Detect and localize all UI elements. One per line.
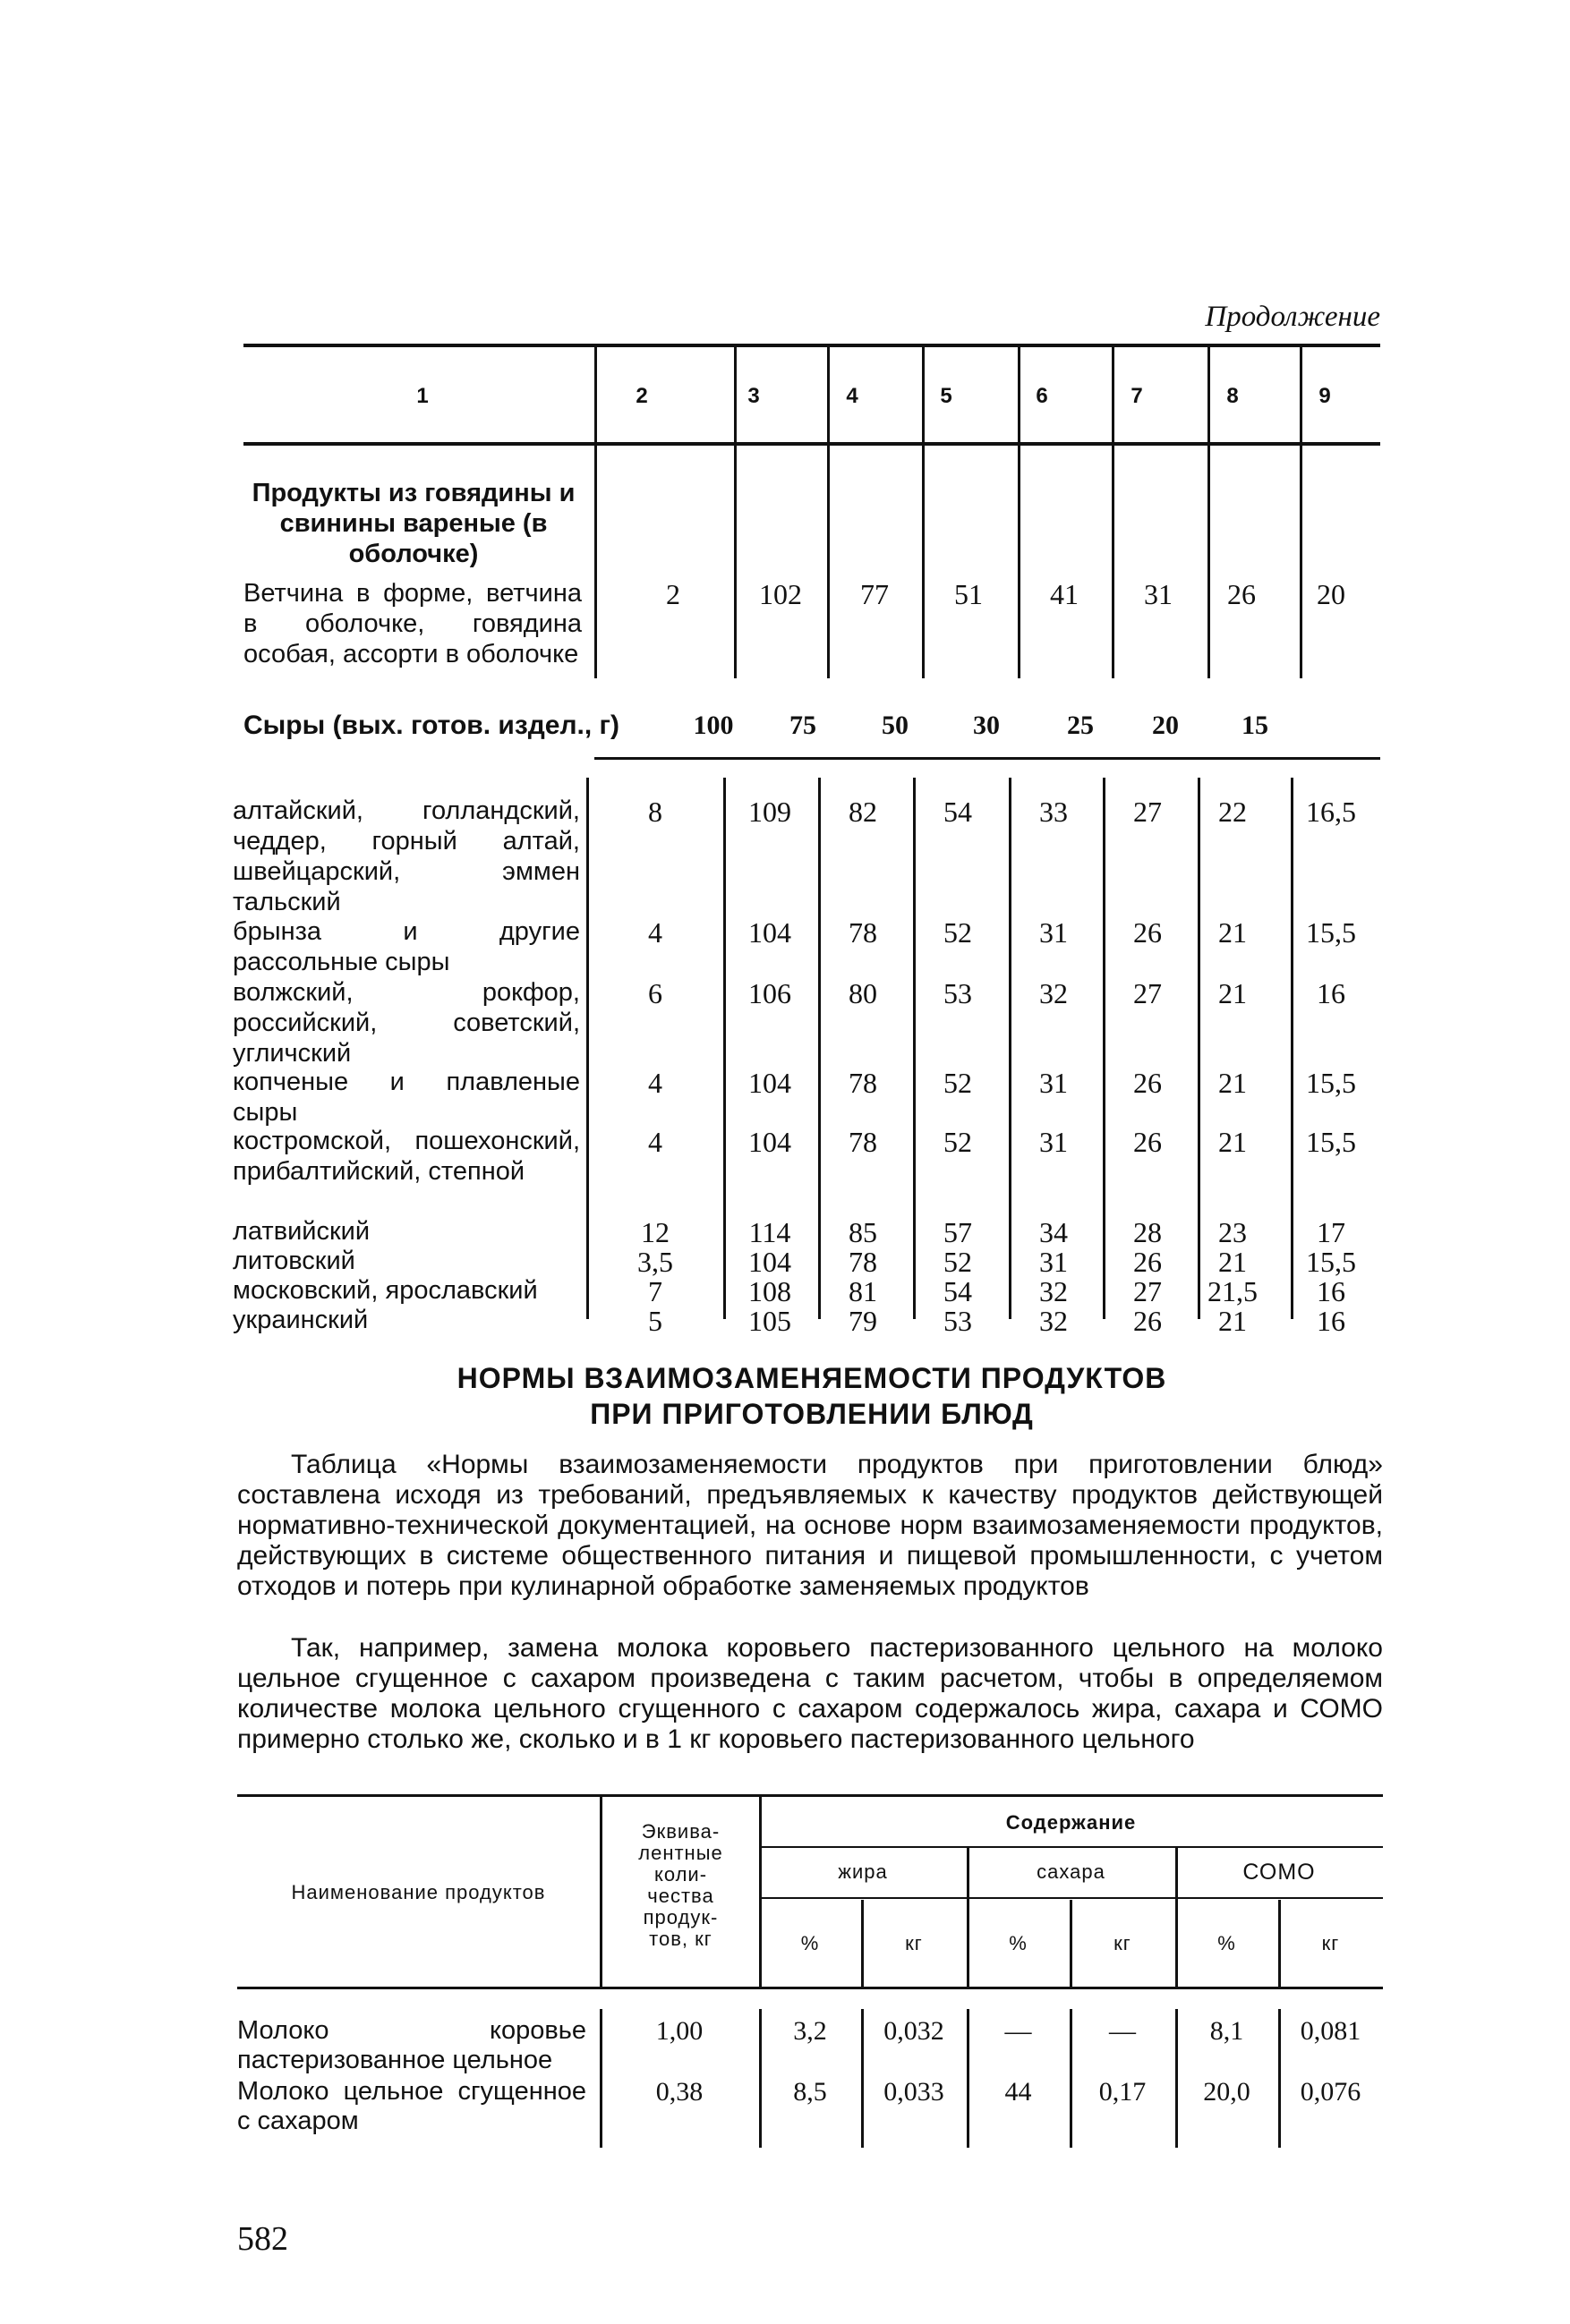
table-rule bbox=[759, 1897, 1383, 1899]
cheese-value: 3,5 bbox=[637, 1246, 673, 1278]
cheese-value: 57 bbox=[943, 1216, 972, 1248]
col-header-equivalent-line: лентные bbox=[638, 1842, 723, 1864]
table-column-divider bbox=[1018, 344, 1020, 442]
cheese-value: 22 bbox=[1218, 796, 1247, 828]
table-column-divider bbox=[1207, 344, 1210, 442]
col-header-sugar: сахара bbox=[1037, 1860, 1105, 1883]
unit-percent: % bbox=[800, 1932, 820, 1954]
table-rule bbox=[759, 1846, 1383, 1848]
equivalent-value: 1,00 bbox=[655, 2016, 704, 2046]
col-header-1: 1 bbox=[416, 384, 429, 408]
fat-kg: 0,032 bbox=[883, 2016, 944, 2046]
col-header-9: 9 bbox=[1318, 384, 1331, 408]
section-heading-line2: ПРИ ПРИГОТОВЛЕНИИ БЛЮД bbox=[590, 1398, 1034, 1430]
meat-row-value: 51 bbox=[954, 578, 983, 610]
cheese-value: 4 bbox=[648, 916, 662, 949]
table-column-divider bbox=[586, 778, 589, 1319]
cheese-row-name: литовский bbox=[233, 1247, 355, 1275]
col-header-equivalent bbox=[602, 1821, 759, 1950]
cheese-value: 85 bbox=[849, 1216, 877, 1248]
col-header-4: 4 bbox=[846, 384, 858, 408]
cheese-value: 114 bbox=[748, 1216, 791, 1248]
cheese-value: 31 bbox=[1039, 1067, 1068, 1099]
cheese-value: 54 bbox=[943, 1275, 972, 1307]
table-column-divider bbox=[734, 344, 737, 442]
cheese-value: 17 bbox=[1317, 1216, 1345, 1248]
cheese-yield: 25 bbox=[1067, 711, 1094, 740]
cheese-value: 26 bbox=[1133, 1126, 1162, 1158]
somo-percent: 8,1 bbox=[1209, 2016, 1244, 2046]
table-column-divider bbox=[1018, 446, 1020, 678]
table-column-divider bbox=[1207, 446, 1210, 678]
cheese-value: 27 bbox=[1133, 796, 1162, 828]
col-header-equivalent-line: Эквива- bbox=[641, 1820, 721, 1843]
section-heading bbox=[243, 1360, 1380, 1432]
meat-row-value: 2 bbox=[666, 578, 680, 610]
somo-percent: 20,0 bbox=[1203, 2077, 1250, 2107]
cheese-value: 52 bbox=[943, 1067, 972, 1099]
col-header-2: 2 bbox=[636, 384, 648, 408]
meat-row-name: Ветчина в форме, ветчина в оболочке, говядина особая, ассорти в оболочке bbox=[243, 579, 582, 668]
cheese-value: 12 bbox=[641, 1216, 670, 1248]
cheese-value: 4 bbox=[648, 1126, 662, 1158]
section-heading-line1: НОРМЫ ВЗАИМОЗАМЕНЯЕМОСТИ ПРОДУКТОВ bbox=[456, 1362, 1167, 1394]
col-header-equivalent-line: чества bbox=[647, 1885, 714, 1907]
cheese-row-name: брынза и другие рассольные сыры bbox=[233, 917, 580, 976]
fat-kg: 0,033 bbox=[883, 2077, 944, 2107]
meat-row-value: 31 bbox=[1144, 578, 1173, 610]
table-header-rule bbox=[237, 1987, 1383, 1989]
cheese-value: 106 bbox=[748, 977, 791, 1009]
cheese-value: 21 bbox=[1218, 1305, 1247, 1337]
cheese-value: 6 bbox=[648, 977, 662, 1009]
sugar-percent: — bbox=[1004, 2016, 1032, 2046]
cheese-row-name: алтайский, голландский, чеддер, горный алтай, швейцарский, эммен тальский bbox=[233, 796, 580, 916]
cheese-value: 108 bbox=[748, 1275, 791, 1307]
col-header-equivalent-line: продук- bbox=[643, 1906, 719, 1928]
cheese-value: 4 bbox=[648, 1067, 662, 1099]
cheese-row-name: волжский, рокфор, российский, советский, угличский bbox=[233, 978, 580, 1068]
cheese-value: 28 bbox=[1133, 1216, 1162, 1248]
cheese-value: 31 bbox=[1039, 1126, 1068, 1158]
cheese-yield: 50 bbox=[882, 711, 909, 740]
cheese-value: 16,5 bbox=[1306, 796, 1356, 828]
cheese-value: 104 bbox=[748, 916, 791, 949]
cheese-yield: 75 bbox=[789, 711, 816, 740]
cheese-value: 32 bbox=[1039, 1275, 1068, 1307]
cheese-row-name: копченые и плавленые сыры bbox=[233, 1068, 580, 1127]
paragraph-2: Так, например, замена молока коровьего пастеризованного цельного на молоко цельное сгущенное с сахаром произведена с таким расчетом, чтобы в определяемом количестве молока цельного сгущенного с сахаром содержалось жира, сахара и СОМО примерно столько же, сколько и в 1 кг коровьего пастеризованного цельного bbox=[237, 1633, 1383, 1754]
cheese-value: 105 bbox=[748, 1305, 791, 1337]
col-header-6: 6 bbox=[1036, 384, 1048, 408]
cheese-value: 31 bbox=[1039, 916, 1068, 949]
cheese-value: 16 bbox=[1317, 1275, 1345, 1307]
milk-substitution-table bbox=[237, 1794, 1383, 2170]
cheese-row-name: украинский bbox=[233, 1306, 369, 1334]
cheese-value: 82 bbox=[849, 796, 877, 828]
cheese-value: 78 bbox=[849, 1246, 877, 1278]
cheese-value: 23 bbox=[1218, 1216, 1247, 1248]
sugar-percent: 44 bbox=[1004, 2077, 1032, 2107]
col-header-3: 3 bbox=[747, 384, 760, 408]
cheese-value: 21 bbox=[1218, 1067, 1247, 1099]
unit-kg: кг bbox=[905, 1932, 923, 1954]
cheese-rule bbox=[594, 757, 1380, 760]
cheese-value: 78 bbox=[849, 1126, 877, 1158]
cheese-value: 104 bbox=[748, 1126, 791, 1158]
paragraph-1: Таблица «Нормы взаимозаменяемости продуктов при приготовлении блюд» составлена исходя из требований, предъявляемых к качеству продуктов действующей нормативно-технической документацией, на основе норм взаимозаменяемости продуктов, действующих в системе общественного питания и пищевой промышленности, с учетом отходов и потерь при кулинарной обработке заменяемых продуктов bbox=[237, 1450, 1383, 1601]
meat-row-value: 102 bbox=[759, 578, 802, 610]
cheese-value: 15,5 bbox=[1306, 1246, 1356, 1278]
somo-kg: 0,076 bbox=[1300, 2077, 1361, 2107]
meat-row-value: 77 bbox=[860, 578, 889, 610]
col-header-equivalent-line: коли- bbox=[653, 1863, 708, 1886]
cheese-value: 52 bbox=[943, 1246, 972, 1278]
cheese-value: 5 bbox=[648, 1305, 662, 1337]
cheese-meat-table bbox=[233, 344, 1380, 1337]
product-name: Молоко цельное сгущенное с сахаром bbox=[237, 2077, 586, 2135]
sugar-kg: — bbox=[1109, 2016, 1136, 2046]
cheese-value: 52 bbox=[943, 916, 972, 949]
unit-kg: кг bbox=[1321, 1932, 1340, 1954]
col-header-name: Наименование продуктов bbox=[291, 1881, 546, 1903]
cheese-row-name: костромской, пошехонский, прибалтийский, степной bbox=[233, 1127, 580, 1186]
cheese-value: 26 bbox=[1133, 1305, 1162, 1337]
cheese-row-name: латвийский bbox=[233, 1217, 371, 1246]
table-top-rule bbox=[237, 1794, 1383, 1797]
cheese-value: 15,5 bbox=[1306, 1126, 1356, 1158]
unit-percent: % bbox=[1217, 1932, 1236, 1954]
cheese-value: 53 bbox=[943, 1305, 972, 1337]
col-header-5: 5 bbox=[940, 384, 952, 408]
cheese-value: 16 bbox=[1317, 977, 1345, 1009]
cheese-value: 52 bbox=[943, 1126, 972, 1158]
meat-row-value: 41 bbox=[1050, 578, 1079, 610]
table-column-divider bbox=[827, 446, 830, 678]
cheese-value: 79 bbox=[849, 1305, 877, 1337]
cheese-value: 78 bbox=[849, 1067, 877, 1099]
cheese-value: 109 bbox=[748, 796, 791, 828]
cheese-value: 34 bbox=[1039, 1216, 1068, 1248]
table-column-divider bbox=[1112, 446, 1114, 678]
table-column-divider bbox=[922, 446, 925, 678]
table-column-divider bbox=[1300, 446, 1302, 678]
col-header-fat: жира bbox=[838, 1860, 888, 1883]
cheese-value: 27 bbox=[1133, 977, 1162, 1009]
cheese-value: 81 bbox=[849, 1275, 877, 1307]
cheese-value: 21 bbox=[1218, 977, 1247, 1009]
cheese-value: 32 bbox=[1039, 1305, 1068, 1337]
equivalent-value: 0,38 bbox=[655, 2077, 704, 2107]
cheese-value: 80 bbox=[849, 977, 877, 1009]
table-column-divider bbox=[594, 446, 597, 678]
cheese-value: 27 bbox=[1133, 1275, 1162, 1307]
fat-percent: 8,5 bbox=[793, 2077, 827, 2107]
somo-kg: 0,081 bbox=[1300, 2016, 1361, 2046]
cheese-section-title: Сыры (вых. готов. издел., г) bbox=[243, 711, 620, 740]
meat-row-value: 20 bbox=[1317, 578, 1345, 610]
cheese-value: 31 bbox=[1039, 1246, 1068, 1278]
unit-kg: кг bbox=[1114, 1932, 1131, 1954]
cheese-value: 104 bbox=[748, 1067, 791, 1099]
cheese-yield: 15 bbox=[1241, 711, 1268, 740]
cheese-value: 15,5 bbox=[1306, 1067, 1356, 1099]
col-header-7: 7 bbox=[1131, 384, 1143, 408]
table-column-divider bbox=[734, 446, 737, 678]
cheese-yield: 100 bbox=[693, 711, 734, 740]
col-header-8: 8 bbox=[1226, 384, 1239, 408]
cheese-value: 7 bbox=[648, 1275, 662, 1307]
meat-row-value: 26 bbox=[1227, 578, 1256, 610]
cheese-value: 26 bbox=[1133, 916, 1162, 949]
cheese-value: 53 bbox=[943, 977, 972, 1009]
col-header-somo: СОМО bbox=[1242, 1860, 1316, 1885]
table-column-divider bbox=[827, 344, 830, 442]
cheese-value: 8 bbox=[648, 796, 662, 828]
cheese-value: 32 bbox=[1039, 977, 1068, 1009]
cheese-value: 21 bbox=[1218, 916, 1247, 949]
cheese-value: 15,5 bbox=[1306, 916, 1356, 949]
unit-percent: % bbox=[1009, 1932, 1028, 1954]
cheese-value: 33 bbox=[1039, 796, 1068, 828]
cheese-value: 21 bbox=[1218, 1126, 1247, 1158]
cheese-value: 21,5 bbox=[1207, 1275, 1258, 1307]
meat-section-title: Продукты из говядины и свинины вареные (в оболочке) bbox=[252, 479, 576, 568]
cheese-value: 54 bbox=[943, 796, 972, 828]
table-column-divider bbox=[1112, 344, 1114, 442]
col-header-equivalent-line: тов, кг bbox=[649, 1928, 712, 1950]
cheese-value: 104 bbox=[748, 1246, 791, 1278]
cheese-value: 26 bbox=[1133, 1067, 1162, 1099]
product-name: Молоко коровье пастеризованное цельное bbox=[237, 2016, 586, 2074]
table-column-divider bbox=[594, 344, 597, 442]
col-header-content: Содержание bbox=[1005, 1811, 1137, 1834]
cheese-value: 26 bbox=[1133, 1246, 1162, 1278]
table-column-divider bbox=[1300, 344, 1302, 442]
sugar-kg: 0,17 bbox=[1098, 2077, 1147, 2107]
page-number: 582 bbox=[237, 2220, 288, 2258]
cheese-value: 16 bbox=[1317, 1305, 1345, 1337]
table-column-divider bbox=[922, 344, 925, 442]
continuation-label: Продолжение bbox=[1205, 301, 1380, 333]
cheese-yield: 20 bbox=[1152, 711, 1179, 740]
cheese-row-name: московский, ярославский bbox=[233, 1276, 538, 1305]
cheese-value: 21 bbox=[1218, 1246, 1247, 1278]
cheese-value: 78 bbox=[849, 916, 877, 949]
fat-percent: 3,2 bbox=[793, 2016, 827, 2046]
cheese-yield: 30 bbox=[973, 711, 1000, 740]
